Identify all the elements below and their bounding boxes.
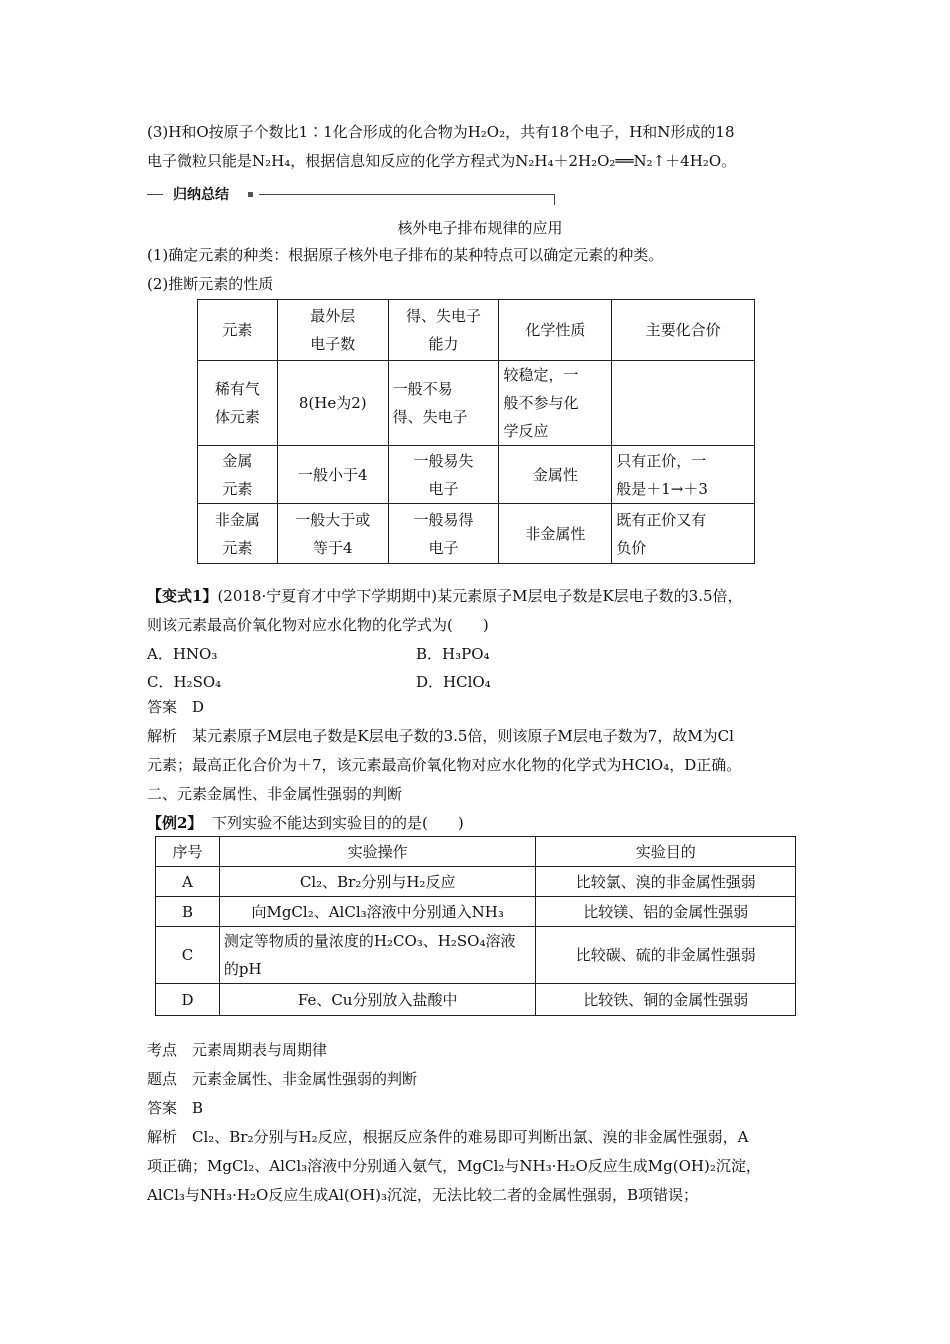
table-header-row bbox=[198, 300, 755, 361]
table-row bbox=[198, 361, 755, 446]
table-header-cell: 主要化合价 bbox=[612, 300, 755, 361]
table-row bbox=[156, 984, 796, 1016]
option-c: C．H₂SO₄ bbox=[147, 673, 222, 691]
table-cell: Fe、Cu分别放入盐酸中 bbox=[219, 984, 536, 1016]
example-2-question: 下列实验不能达到实验目的的是( ) bbox=[211, 814, 464, 832]
variant-1-analysis-1: 解析 某元素原子M层电子数是K层电子数的3.5倍，则该原子M层电子数为7，故M为Cl bbox=[147, 727, 734, 745]
table-cell: C bbox=[156, 927, 220, 984]
table-cell: 比较碳、硫的非金属性强弱 bbox=[536, 927, 796, 984]
para-3-line-2: 电子微粒只能是N₂H₄，根据信息知反应的化学方程式为N₂H₄＋2H₂O₂══N₂↑＋4H₂O。 bbox=[147, 152, 737, 170]
example-2-answer: 答案 B bbox=[147, 1099, 204, 1117]
variant-1-analysis-2: 元素；最高正化合价为＋7，该元素最高价氧化物对应水化物的化学式为HClO₄，D正确。 bbox=[147, 756, 742, 774]
table-header-cell: 得、失电子 能力 bbox=[388, 300, 499, 361]
example-2-analysis-2: 项正确；MgCl₂、AlCl₃溶液中分别通入氨气，MgCl₂与NH₃·H₂O反应生成Mg(OH)₂沉淀， bbox=[147, 1157, 761, 1175]
table-cell: 测定等物质的量浓度的H₂CO₃、H₂SO₄溶液 的pH bbox=[219, 927, 536, 984]
para-3 bbox=[147, 118, 813, 176]
table-cell: D bbox=[156, 984, 220, 1016]
example-2-label: 【例2】 bbox=[147, 814, 203, 832]
para-3-line-1: (3)H和O按原子个数比1∶1化合形成的化合物为H₂O₂，共有18个电子，H和N形成的18 bbox=[147, 123, 735, 141]
table-row bbox=[156, 927, 796, 984]
table-row bbox=[198, 504, 755, 564]
table-cell: 稀有气 体元素 bbox=[198, 361, 278, 446]
experiment-table bbox=[155, 836, 796, 1016]
summary-item-1: (1)确定元素的种类：根据原子核外电子排布的某种特点可以确定元素的种类。 bbox=[147, 246, 664, 264]
kaodian: 考点 元素周期表与周期律 bbox=[147, 1041, 328, 1059]
table-row bbox=[156, 897, 796, 927]
variant-1 bbox=[147, 582, 813, 640]
variant-1-text-1: (2018·宁夏育才中学下学期期中)某元素原子M层电子数是K层电子数的3.5倍， bbox=[217, 587, 743, 605]
heading-rule-right bbox=[259, 194, 549, 195]
element-properties-table bbox=[197, 299, 755, 564]
table-cell: 既有正价又有 负价 bbox=[612, 504, 755, 564]
table-header-cell: 最外层 电子数 bbox=[277, 300, 388, 361]
heading-rule-left bbox=[147, 194, 163, 195]
variant-1-line-2: 则该元素最高价氧化物对应水化物的化学式为( ) bbox=[147, 616, 489, 634]
example-2-analysis-3: AlCl₃与NH₃·H₂O反应生成Al(OH)₃沉淀，无法比较二者的金属性强弱，B项错误； bbox=[147, 1186, 699, 1204]
table-cell: Cl₂、Br₂分别与H₂反应 bbox=[219, 867, 536, 897]
table-header-cell: 序号 bbox=[156, 837, 220, 867]
table-header-cell: 实验目的 bbox=[536, 837, 796, 867]
table-cell: A bbox=[156, 867, 220, 897]
table-cell: 较稳定，一 般不参与化 学反应 bbox=[499, 361, 612, 446]
variant-1-answer: 答案 D bbox=[147, 698, 205, 716]
option-a: A．HNO₃ bbox=[147, 645, 218, 663]
square-bullet-icon bbox=[248, 192, 253, 197]
table-cell bbox=[612, 361, 755, 446]
example-2-analysis-1: 解析 Cl₂、Br₂分别与H₂反应，根据反应条件的难易即可判断出氯、溴的非金属性强弱，A bbox=[147, 1128, 749, 1146]
option-d: D．HClO₄ bbox=[416, 673, 491, 691]
table-header-cell: 元素 bbox=[198, 300, 278, 361]
variant-1-solution bbox=[147, 693, 813, 838]
summary-items bbox=[147, 241, 813, 299]
table-cell: 非金属 元素 bbox=[198, 504, 278, 564]
example-2-solution bbox=[147, 1036, 813, 1210]
table-cell: 向MgCl₂、AlCl₃溶液中分别通入NH₃ bbox=[219, 897, 536, 927]
variant-1-line-1 bbox=[147, 582, 813, 611]
example-2-question-line bbox=[147, 809, 813, 838]
table-cell: 一般易失 电子 bbox=[388, 446, 499, 504]
option-b: B．H₃PO₄ bbox=[416, 645, 490, 663]
summary-title: 核外电子排布规律的应用 bbox=[397, 219, 563, 237]
summary-item-2: (2)推断元素的性质 bbox=[147, 275, 274, 293]
table-cell: 比较镁、铝的金属性强弱 bbox=[536, 897, 796, 927]
table-cell: B bbox=[156, 897, 220, 927]
table-cell: 比较氯、溴的非金属性强弱 bbox=[536, 867, 796, 897]
section-2-heading: 二、元素金属性、非金属性强弱的判断 bbox=[147, 785, 403, 803]
table-cell: 一般小于4 bbox=[277, 446, 388, 504]
tidian: 题点 元素金属性、非金属性强弱的判断 bbox=[147, 1070, 418, 1088]
table-cell: 比较铁、铜的金属性强弱 bbox=[536, 984, 796, 1016]
table-cell: 一般大于或 等于4 bbox=[277, 504, 388, 564]
table-cell: 金属 元素 bbox=[198, 446, 278, 504]
table-row bbox=[156, 867, 796, 897]
table-header-cell: 实验操作 bbox=[219, 837, 536, 867]
table-cell: 只有正价，一 般是＋1→＋3 bbox=[612, 446, 755, 504]
summary-heading-bar bbox=[147, 185, 555, 215]
summary-heading: 归纳总结 bbox=[169, 184, 233, 206]
table-cell: 一般易得 电子 bbox=[388, 504, 499, 564]
table-header-row bbox=[156, 837, 796, 867]
table-header-cell: 化学性质 bbox=[499, 300, 612, 361]
heading-corner bbox=[548, 194, 555, 205]
table-cell: 金属性 bbox=[499, 446, 612, 504]
variant-1-label: 【变式1】 bbox=[147, 587, 218, 605]
table-cell: 8(He为2) bbox=[277, 361, 388, 446]
table-row bbox=[198, 446, 755, 504]
table-cell: 非金属性 bbox=[499, 504, 612, 564]
table-cell: 一般不易 得、失电子 bbox=[388, 361, 499, 446]
